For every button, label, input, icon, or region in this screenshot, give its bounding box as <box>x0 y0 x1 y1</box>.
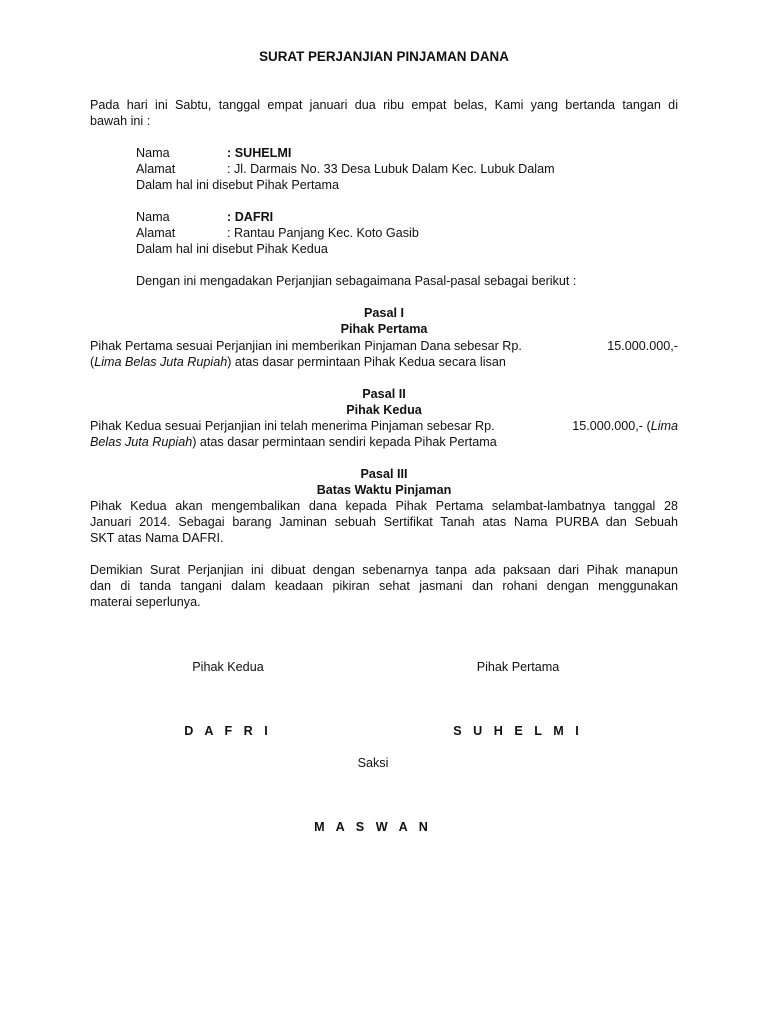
article-3-heading: Batas Waktu Pinjaman <box>316 483 452 497</box>
intro-line-1-text: Pada hari ini Sabtu, tanggal empat januari dua ribu empat belas, Kami yang bertanda tangan di <box>90 98 678 112</box>
closing-line-1-text: Demikian Surat Perjanjian ini dibuat dengan sebenarnya tanpa ada paksaan dari Pihak manapun <box>90 563 678 577</box>
article-1-paren: ( <box>90 355 95 369</box>
party-two-name-row <box>136 209 636 225</box>
article-1-line-1-text: Pihak Pertama sesuai Perjanjian ini memberikan Pinjaman Dana sebesar Rp. <box>90 339 522 353</box>
article-3-line-3: SKT atas Nama DAFRI. <box>90 531 224 545</box>
article-3-line-2 <box>90 514 678 530</box>
article-2-number: Pasal II <box>362 387 406 401</box>
party-two-block <box>136 209 636 257</box>
closing-paragraph <box>90 562 678 610</box>
party-two-name-value: : DAFRI <box>227 210 274 224</box>
article-2-line-2-rest: ) atas dasar permintaan sendiri kepada Pihak Pertama <box>192 435 497 449</box>
article-2-amount: 15.000.000,- ( <box>572 419 651 433</box>
signature-right-name: S U H E L M I <box>453 724 583 738</box>
intro-line-1 <box>90 97 678 113</box>
party-two-designation: Dalam hal ini disebut Pihak Kedua <box>136 242 328 256</box>
intro-line-2: bawah ini : <box>90 114 151 128</box>
article-1-number: Pasal I <box>364 306 404 320</box>
article-2-amount-words-start: Lima <box>650 419 678 433</box>
signature-right-role: Pihak Pertama <box>476 660 560 674</box>
signature-left-name: D A F R I <box>184 724 272 738</box>
article-1-amount-words: Lima Belas Juta Rupiah <box>94 355 228 369</box>
party-one-address-label: Alamat <box>136 162 176 176</box>
article-1-body <box>90 338 678 370</box>
party-one-block <box>136 145 636 193</box>
article-3-number: Pasal III <box>360 467 408 481</box>
document-title: SURAT PERJANJIAN PINJAMAN DANA <box>259 49 509 64</box>
article-1-heading: Pihak Pertama <box>340 322 428 336</box>
witness-name: M A S W A N <box>314 820 432 834</box>
party-two-address-label: Alamat <box>136 226 176 240</box>
article-2-line-1 <box>90 418 678 434</box>
witness-role: Saksi <box>357 756 389 770</box>
articles-intro: Dengan ini mengadakan Perjanjian sebagaimana Pasal-pasal sebagai berikut : <box>136 274 577 288</box>
article-2-line-2 <box>90 434 678 450</box>
article-3-body <box>90 498 678 546</box>
article-2-line-1-text: Pihak Kedua sesuai Perjanjian ini telah menerima Pinjaman sebesar Rp. <box>90 419 495 433</box>
closing-line-2 <box>90 578 678 594</box>
closing-line-2-text: dan di tanda tangani dalam keadaan pikiran sehat jasmani dan rohani dengan menggunakan <box>90 579 678 593</box>
article-2-amount-wrap <box>572 418 678 434</box>
article-1-line-1 <box>90 338 678 354</box>
article-3-line-2-text: Januari 2014. Sebagai barang Jaminan sebuah Sertifikat Tanah atas Nama PURBA dan Sebuah <box>90 515 678 529</box>
closing-line-1 <box>90 562 678 578</box>
article-3-line-1-text: Pihak Kedua akan mengembalikan dana kepada Pihak Pertama selambat-lambatnya tanggal 28 <box>90 499 678 513</box>
closing-line-3: materai seperlunya. <box>90 595 201 609</box>
party-one-name-row <box>136 145 636 161</box>
party-two-name-label: Nama <box>136 210 170 224</box>
party-one-name-value: : SUHELMI <box>227 146 292 160</box>
party-one-name-label: Nama <box>136 146 170 160</box>
party-one-address-row <box>136 161 636 177</box>
party-two-address-value: : Rantau Panjang Kec. Koto Gasib <box>227 226 419 240</box>
intro-paragraph <box>90 97 678 129</box>
article-3-line-1 <box>90 498 678 514</box>
signature-left-role: Pihak Kedua <box>192 660 264 674</box>
article-1-line-2-rest: ) atas dasar permintaan Pihak Kedua secara lisan <box>227 355 506 369</box>
article-2-heading: Pihak Kedua <box>346 403 422 417</box>
party-two-address-row <box>136 225 636 241</box>
article-2-amount-words-end: Belas Juta Rupiah <box>90 435 193 449</box>
party-one-address-value: : Jl. Darmais No. 33 Desa Lubuk Dalam Kec. Lubuk Dalam <box>227 162 555 176</box>
party-one-designation: Dalam hal ini disebut Pihak Pertama <box>136 178 340 192</box>
article-2-body <box>90 418 678 450</box>
article-1-amount: 15.000.000,- <box>607 339 678 353</box>
article-1-line-2 <box>90 354 678 370</box>
